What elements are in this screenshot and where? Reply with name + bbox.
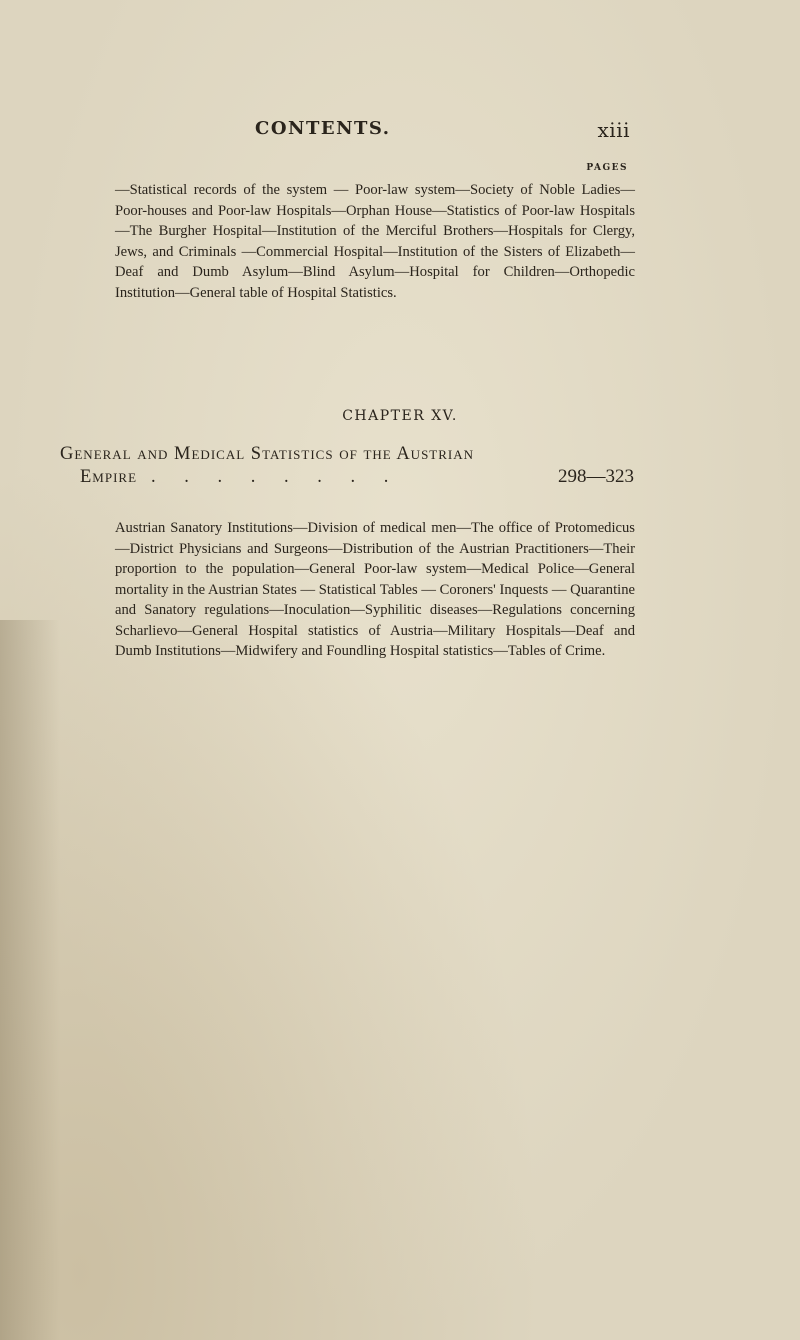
running-head-title: CONTENTS. — [255, 118, 391, 139]
chapter-xiv-summary: —Statistical records of the system — Poor-law system—Society of Noble Ladies—Poor-houses and Poor-law Hospitals—Orphan House—Statistics of Poor-law Hospitals —The Burgher Hospital—Institution of the Merciful Brothers—Hospitals for Clergy, Jews, and Criminals —Commercial Hospital—Institution of the Sisters of Elizabeth—Deaf and Dumb Asylum—Blind Asylum—Hospital for Children—Orthopedic Institution—General table of Hospital Statistics. — [115, 182, 635, 301]
running-head — [100, 118, 630, 148]
dot-leaders: . . . . . . . . — [151, 467, 401, 487]
page-number: xiii — [597, 118, 630, 142]
chapter-xv-summary: Austrian Sanatory Institutions—Division of medical men—The office of Protomedicus—District Physicians and Surgeons—Distribution of the Austrian Practitioners—Their proportion to the population—General Poor-law system—Medical Police—General mortality in the Austrian States — Statistical Tables — Coroners' Inquests — Quarantine and Sanatory regulations—Inoculation—Syphilitic diseases—Regulations concerning Scharlievo—General Hospital statistics of Austria—Military Hospitals—Deaf and Dumb Institutions—Midwifery and Foundling Hospital statistics—Tables of Crime. — [115, 520, 635, 659]
chapter-title-empire: Empire — [80, 467, 138, 487]
chapter-title-line-1: General and Medical Statistics of the Austrian — [60, 444, 475, 464]
chapter-heading: CHAPTER XV. — [342, 408, 458, 424]
pages-column-label: PAGES — [586, 163, 628, 173]
page-edge-shadow — [0, 620, 60, 1340]
chapter-page-range: 298—323 — [558, 466, 634, 487]
